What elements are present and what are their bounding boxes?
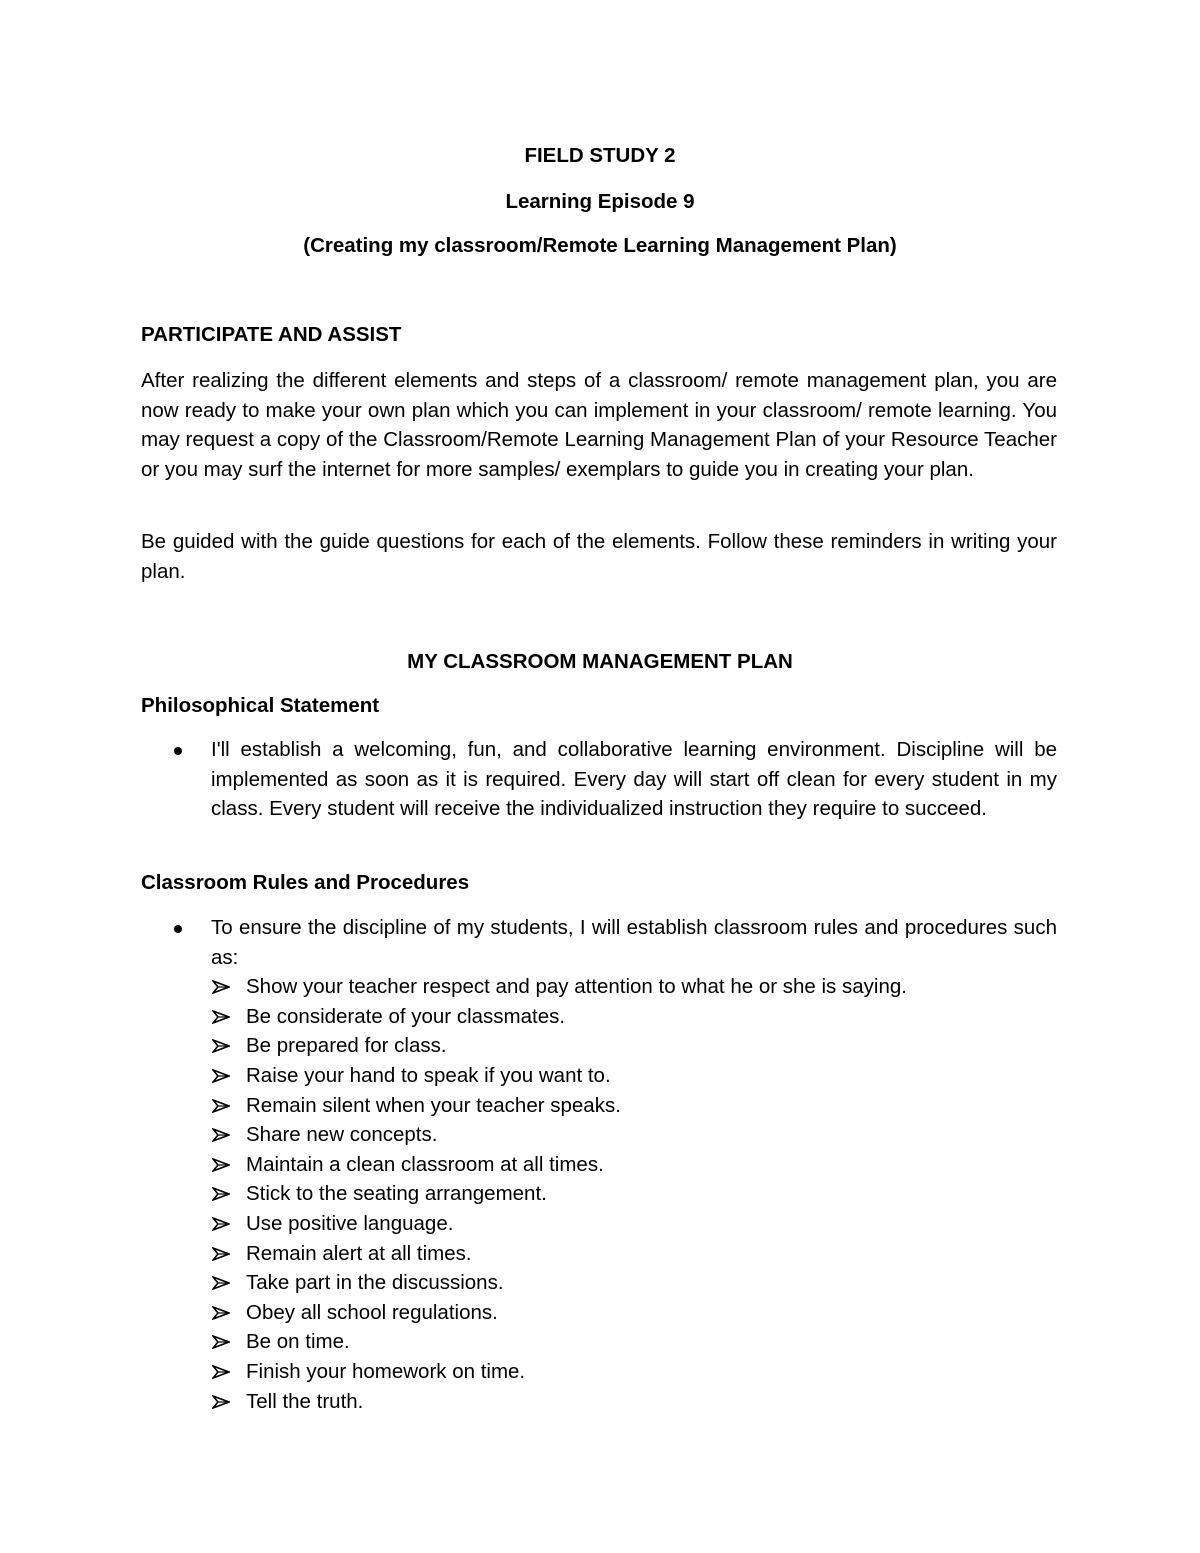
philosophy-heading: Philosophical Statement [141,694,380,717]
rule-text: Be considerate of your classmates. [246,1004,566,1028]
bullet-icon [174,747,182,755]
participate-paragraph-2: Be guided with the guide questions for each of the elements. Follow these reminders in writing your plan. [141,530,1057,583]
rule-text: Finish your homework on time. [246,1359,526,1383]
participate-heading: PARTICIPATE AND ASSIST [141,323,402,346]
rule-item [211,1387,1057,1417]
rule-item [211,1091,1057,1121]
rule-item [211,1209,1057,1239]
rule-item [211,972,1057,1002]
rule-text: Obey all school regulations. [246,1300,498,1324]
rules-heading: Classroom Rules and Procedures [141,871,470,894]
rules-intro: To ensure the discipline of my students, I will establish classroom rules and procedures such as: [211,916,1057,969]
participate-paragraph-1: After realizing the different elements and steps of a classroom/ remote management plan, you are now ready to make your own plan which you can implement in your classroom/ remote learning. You may request a copy of the Classroom/Remote Learning Management Plan of your Resource Teacher or you may surf the internet for more samples/ exemplars to guide you in creating your plan. [141,369,1057,481]
rule-text: Use positive language. [246,1211,454,1235]
episode-title: Learning Episode 9 [505,190,695,213]
rule-item [211,1327,1057,1357]
arrowhead-bullet-icon [212,1365,230,1379]
rule-item [211,1002,1057,1032]
rule-item [211,1298,1057,1328]
rule-text: Be on time. [246,1330,350,1354]
rule-text: Share new concepts. [246,1123,438,1147]
rule-text: Take part in the discussions. [246,1271,504,1295]
rule-text: Stick to the seating arrangement. [246,1182,547,1206]
rule-text: Remain silent when your teacher speaks. [246,1093,621,1117]
rule-text: Maintain a clean classroom at all times. [246,1152,604,1176]
rule-item [211,1179,1057,1209]
arrowhead-bullet-icon [212,1335,230,1349]
rule-text: Remain alert at all times. [246,1241,472,1265]
bullet-icon [174,925,182,933]
philosophy-bullet [211,735,1057,824]
arrowhead-bullet-icon [212,1069,230,1083]
rule-item [211,1357,1057,1387]
philosophy-text: I'll establish a welcoming, fun, and collaborative learning environment. Discipline will be implemented as soon as it is required. Every day will start off clean for every student in my class. Every student will receive the individualized instruction they require to succeed. [211,738,1057,821]
rule-item [211,1061,1057,1091]
rule-text: Be prepared for class. [246,1034,447,1058]
arrowhead-bullet-icon [212,980,230,994]
arrowhead-bullet-icon [212,1010,230,1024]
rule-item [211,1268,1057,1298]
arrowhead-bullet-icon [212,1099,230,1113]
plan-title: MY CLASSROOM MANAGEMENT PLAN [407,650,793,673]
rule-item [211,1150,1057,1180]
document-title: FIELD STUDY 2 [524,144,676,167]
rules-list [211,972,1057,1416]
arrowhead-bullet-icon [212,1306,230,1320]
rule-item [211,1031,1057,1061]
rule-text: Raise your hand to speak if you want to. [246,1063,611,1087]
rule-item [211,1120,1057,1150]
arrowhead-bullet-icon [212,1187,230,1201]
arrowhead-bullet-icon [212,1247,230,1261]
arrowhead-bullet-icon [212,1128,230,1142]
rule-text: Tell the truth. [246,1389,364,1413]
arrowhead-bullet-icon [212,1158,230,1172]
arrowhead-bullet-icon [212,1276,230,1290]
arrowhead-bullet-icon [212,1395,230,1409]
document-subtitle: (Creating my classroom/Remote Learning Management Plan) [303,234,897,257]
arrowhead-bullet-icon [212,1217,230,1231]
arrowhead-bullet-icon [212,1039,230,1053]
rule-item [211,1239,1057,1269]
rules-bullet [211,913,1057,1416]
rule-text: Show your teacher respect and pay attention to what he or she is saying. [246,975,907,999]
